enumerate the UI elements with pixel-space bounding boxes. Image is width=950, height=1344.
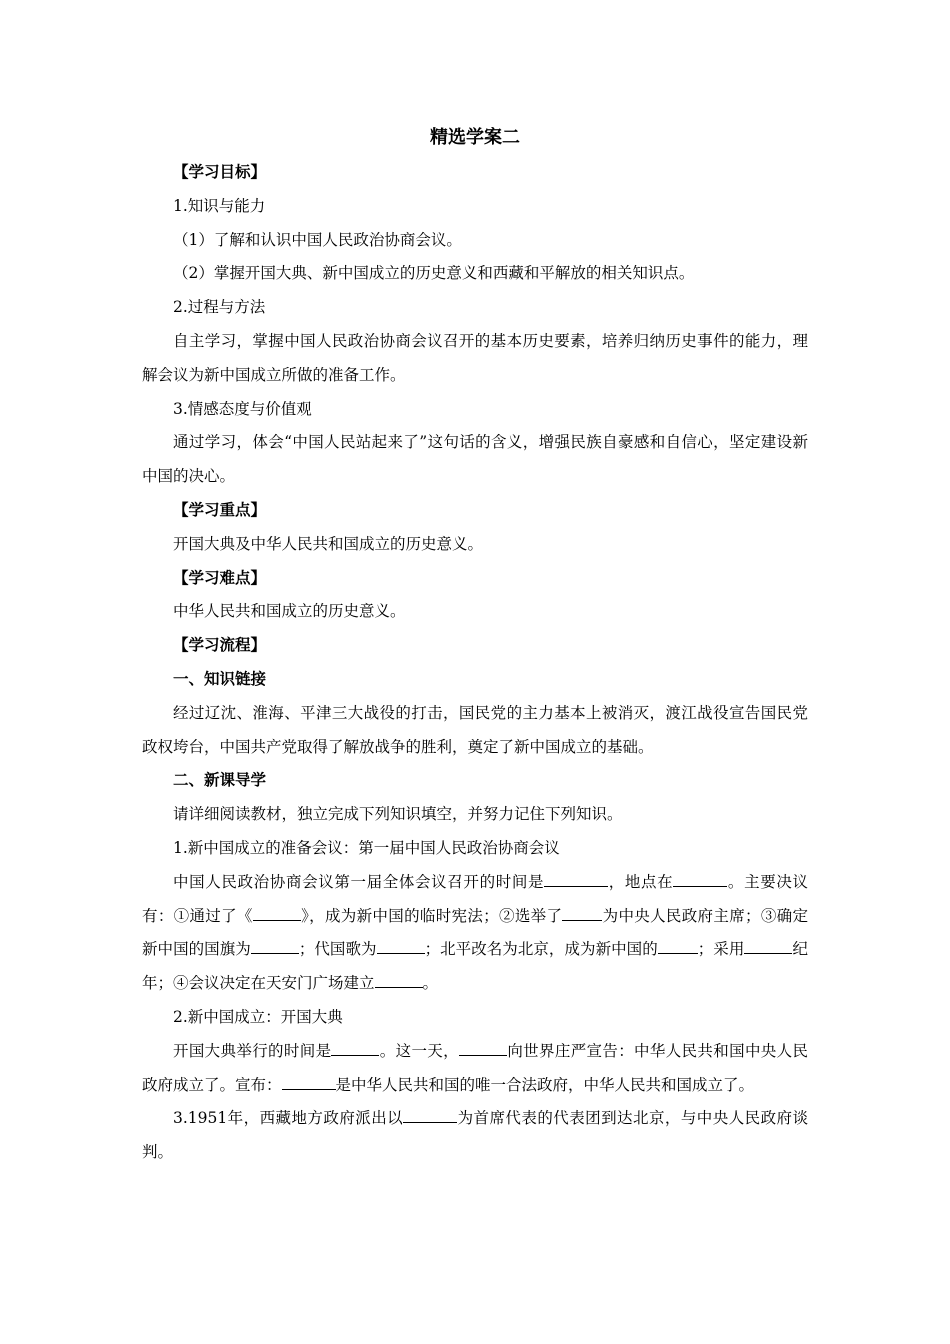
fill-blank[interactable] — [282, 1072, 336, 1090]
fill-blank[interactable] — [375, 970, 423, 988]
fill-blank[interactable] — [251, 936, 299, 954]
fill-blank[interactable] — [544, 869, 608, 887]
objective-3-heading: 3.情感态度与价值观 — [173, 399, 312, 418]
fill-blank[interactable] — [253, 903, 301, 921]
document-body — [142, 156, 808, 1170]
question-1-heading: 1.新中国成立的准备会议：第一届中国人民政治协商会议 — [173, 838, 560, 857]
key-points-heading: 【学习重点】 — [173, 500, 267, 519]
new-lesson-heading: 二、新课导学 — [173, 771, 267, 790]
fill-blank[interactable] — [377, 936, 425, 954]
difficulty-text: 中华人民共和国成立的历史意义。 — [173, 602, 406, 621]
question-2-fill-in: 开国大典举行的时间是 。这一天， 向世界庄严宣告：中华人民共和国中央人民政府成立了。宣布： 是中华人民共和国的唯一合法政府，中华人民共和国成立了。 — [142, 1035, 808, 1103]
new-lesson-intro: 请详细阅读教材，独立完成下列知识填空，并努力记住下列知识。 — [173, 805, 623, 824]
objectives-heading: 【学习目标】 — [173, 163, 267, 181]
key-points-text: 开国大典及中华人民共和国成立的历史意义。 — [173, 534, 484, 553]
objective-3-text: 通过学习，体会“中国人民站起来了”这句话的含义，增强民族自豪感和自信心，坚定建设新中国的决心。 — [142, 433, 808, 486]
objective-1-heading: 1.知识与能力 — [173, 196, 266, 215]
fill-blank[interactable] — [673, 869, 727, 887]
process-heading: 【学习流程】 — [173, 636, 267, 655]
objective-1-item-1: （1）了解和认识中国人民政治协商会议。 — [173, 230, 462, 249]
objective-1-item-2: （2）掌握开国大典、新中国成立的历史意义和西藏和平解放的相关知识点。 — [173, 264, 695, 283]
objective-2-text: 自主学习，掌握中国人民政治协商会议召开的基本历史要素，培养归纳历史事件的能力，理解会议为新中国成立所做的准备工作。 — [142, 331, 808, 384]
fill-blank[interactable] — [562, 903, 602, 921]
knowledge-link-text: 经过辽沈、淮海、平津三大战役的打击，国民党的主力基本上被消灭，渡江战役宣告国民党政权垮台，中国共产党取得了解放战争的胜利，奠定了新中国成立的基础。 — [142, 703, 808, 756]
fill-blank[interactable] — [459, 1038, 507, 1056]
page-title: 精选学案二 — [430, 127, 520, 148]
question-2-heading: 2.新中国成立：开国大典 — [173, 1007, 343, 1026]
question-3-fill-in: 3.1951年，西藏地方政府派出以 为首席代表的代表团到达北京，与中央人民政府谈判。 — [142, 1102, 808, 1170]
fill-blank[interactable] — [744, 936, 792, 954]
fill-blank[interactable] — [331, 1038, 379, 1056]
question-1-fill-in: 中国人民政治协商会议第一届全体会议召开的时间是 ，地点在 。主要决议有：①通过了《 》，成为新中国的临时宪法；②选举了 为中央人民政府主席；③确定新中国的国旗为 ；代国歌为 ；北平改名为北京，成为新中国的 ；采用 纪年；④会议决定在天安门广场建立 。 — [142, 866, 808, 1001]
fill-blank[interactable] — [658, 936, 698, 954]
difficulty-heading: 【学习难点】 — [173, 568, 267, 587]
fill-blank[interactable] — [403, 1105, 457, 1123]
objective-2-heading: 2.过程与方法 — [173, 298, 266, 317]
knowledge-link-heading: 一、知识链接 — [173, 669, 267, 688]
